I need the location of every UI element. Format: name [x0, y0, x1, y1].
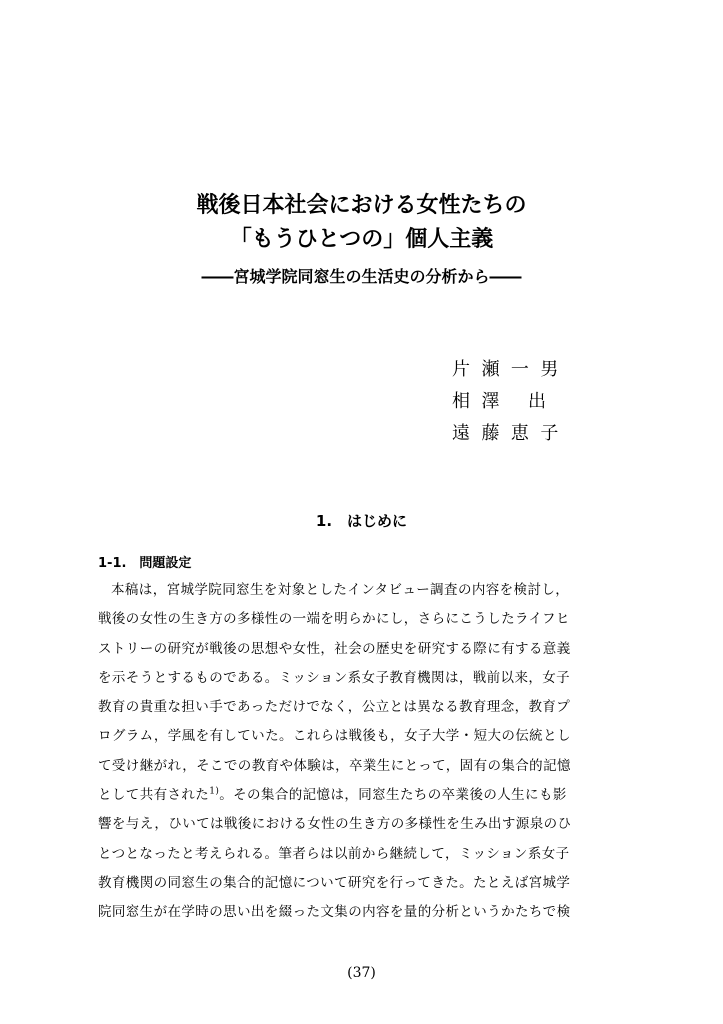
body-line: 戦後の女性の生き方の多様性の一端を明らかにし，さらにこうしたライフヒ	[98, 611, 570, 628]
subsection-heading: 1-1. 問題設定	[98, 556, 192, 571]
author-name: 片 瀬 一 男	[452, 359, 559, 380]
body-line: を示そうとするものである。ミッション系女子教育機関は，戦前以来，女子	[98, 669, 571, 686]
body-text	[98, 576, 628, 928]
author-list	[452, 356, 602, 452]
title-line-1: 戦後日本社会における女性たちの	[196, 193, 527, 218]
author-name: 遠 藤 恵 子	[452, 423, 559, 444]
section-heading: 1. はじめに	[315, 512, 408, 530]
body-line: 響を与え，ひいては戦後における女性の生き方の多様性を生み出す源泉のひ	[98, 816, 572, 833]
body-line-text: として共有された	[98, 787, 210, 804]
body-line: 院同窓生が在学時の思い出を綴った文集の内容を量的分析というかたちで検	[98, 904, 571, 921]
author-name: 相 澤 出	[452, 391, 547, 412]
body-line: ログラム，学風を有していた。これらは戦後も，女子大学・短大の伝統とし	[98, 728, 571, 745]
subtitle: ――宮城学院同窓生の生活史の分析から――	[201, 267, 522, 286]
page-number: (37)	[347, 965, 376, 981]
body-line: ストリーの研究が戦後の思想や女性，社会の歴史を研究する際に有する意義	[98, 640, 571, 657]
body-line: 本稿は，宮城学院同窓生を対象としたインタビュー調査の内容を検討し，	[111, 582, 570, 598]
title-line-2: 「もうひとつの」個人主義	[229, 227, 494, 252]
footnote-marker: 1)	[209, 786, 220, 797]
body-line: とつとなったと考えられる。筆者らは以前から継続して，ミッション系女子	[98, 845, 570, 862]
body-line-with-footnote	[98, 781, 628, 810]
body-line: 教育機関の同窓生の集合的記憶について研究を行ってきた。たとえば宮城学	[98, 874, 571, 891]
body-line-text: 。その集合的記憶は，同窓生たちの卒業後の人生にも影	[219, 787, 567, 804]
body-line: 教育の貴重な担い手であっただけでなく，公立とは異なる教育理念，教育プ	[98, 699, 571, 716]
body-line: て受け継がれ，そこでの教育や体験は，卒業生にとって，固有の集合的記憶	[98, 757, 571, 774]
